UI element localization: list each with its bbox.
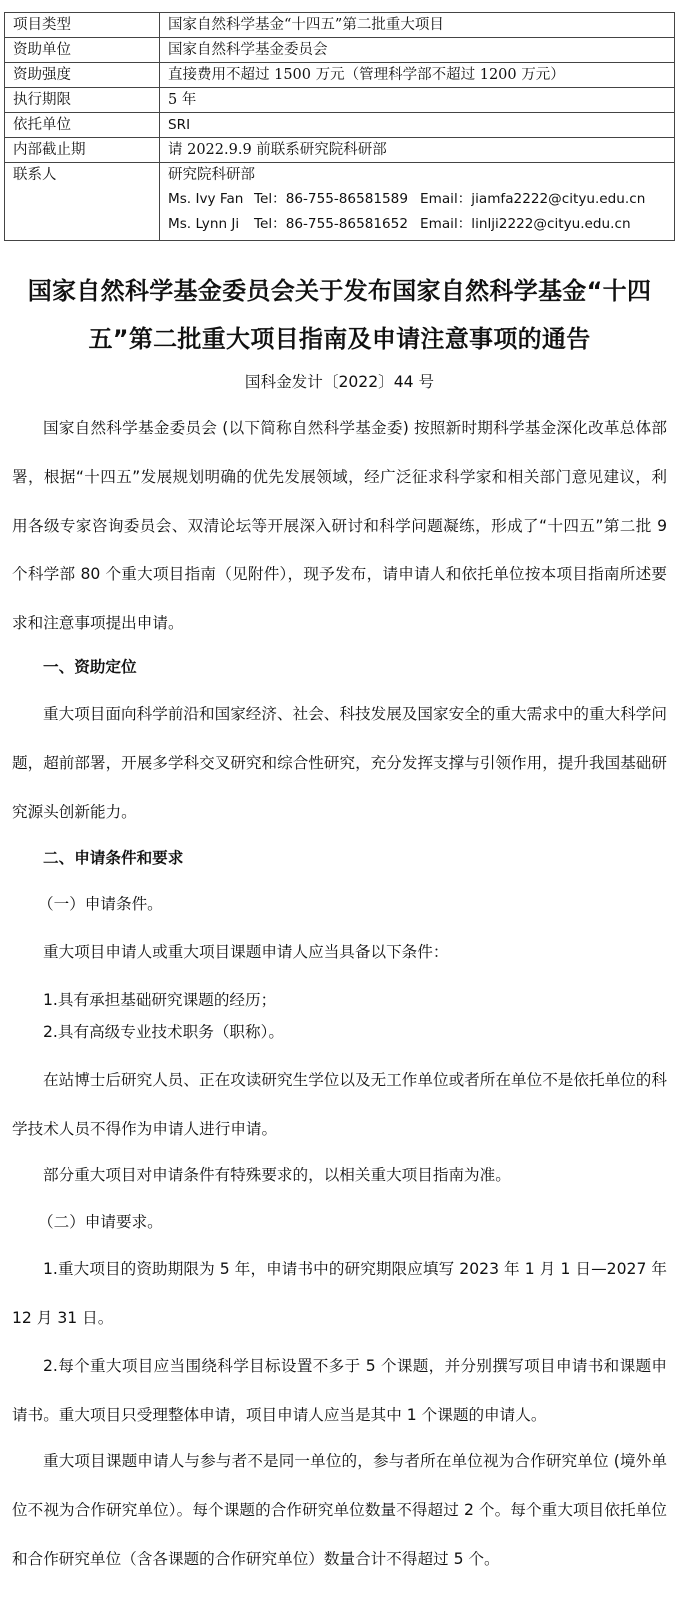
section-paragraph: 1.重大项目的资助期限为 5 年，申请书中的研究期限应填写 2023 年 1 月 1 日—2027 年 12 月 31 日。	[12, 1260, 667, 1327]
paragraph-line: 部分重大项目对申请条件有特殊要求的，以相关重大项目指南为准。	[43, 1166, 511, 1184]
contact-person	[168, 187, 666, 212]
row-value: 国家自然科学基金委员会	[160, 38, 675, 63]
intro-paragraph: 国家自然科学基金委员会 (以下简称自然科学基金委) 按照新时期科学基金深化改革总体部署，根据“十四五”发展规划明确的优先发展领域，经广泛征求科学家和相关部门意见建议，利用各级专家咨询委员会、双清论坛等开展深入研讨和科学问题凝练，形成了“十四五”第二批 9 个科学部 80 个重大项目指南（见附件），现予发布，请申请人和依托单位按本项目指南所述要求和注意事项提出申请。	[12, 419, 667, 633]
contact-phone: Tel：86-755-86581652	[254, 216, 408, 232]
document-number: 国科金发计〔2022〕44 号	[244, 373, 435, 391]
section-paragraph: 重大项目面向科学前沿和国家经济、社会、科技发展及国家安全的重大需求中的重大科学问题，超前部署，开展多学科交叉研究和综合性研究，充分发挥支撑与引领作用，提升我国基础研究源头创新能力。	[12, 705, 667, 821]
contact-name: Ms. Lynn Ji	[168, 216, 240, 232]
contact-email[interactable]: Email：jiamfa2222@cityu.edu.cn	[420, 191, 646, 207]
list-item: 1.具有承担基础研究课题的经历；	[43, 991, 277, 1009]
row-label: 内部截止期	[5, 138, 160, 163]
row-value: 直接费用不超过 1500 万元（管理科学部不超过 1200 万元）	[160, 63, 675, 88]
row-value: SRI	[160, 113, 675, 138]
contact-office: 研究院科研部	[168, 167, 255, 183]
paragraph-line: 重大项目申请人或重大项目课题申请人应当具备以下条件：	[43, 943, 449, 961]
row-label: 资助强度	[5, 63, 160, 88]
contact-row	[5, 163, 675, 241]
row-label: 执行期限	[5, 88, 160, 113]
section-paragraph: 重大项目课题申请人与参与者不是同一单位的，参与者所在单位视为合作研究单位 (境外单位不视为合作研究单位）。每个课题的合作研究单位数量不得超过 2 个。每个重大项目依托单位和合作研究单位（含各课题的合作研究单位）数量合计不得超过 5 个。	[12, 1452, 667, 1568]
table-row	[5, 88, 675, 113]
notice-title-line-1: 国家自然科学基金委员会关于发布国家自然科学基金“十四	[27, 277, 652, 305]
contact-email[interactable]: Email：linlji2222@cityu.edu.cn	[420, 216, 631, 232]
table-row	[5, 38, 675, 63]
row-label: 项目类型	[5, 13, 160, 38]
contact-person	[168, 212, 666, 237]
list-item: 2.具有高级专业技术职务（职称）。	[43, 1023, 284, 1041]
section-heading: 二、申请条件和要求	[43, 849, 184, 867]
contact-phone: Tel：86-755-86581589	[254, 191, 408, 207]
contact-cell	[160, 163, 675, 241]
section-heading: 一、资助定位	[43, 658, 137, 676]
notice-title-line-2: 五”第二批重大项目指南及申请注意事项的通告	[88, 325, 591, 353]
subsection-heading: （一）申请条件。	[38, 895, 163, 913]
row-label: 资助单位	[5, 38, 160, 63]
row-value: 请 2022.9.9 前联系研究院科研部	[160, 138, 675, 163]
subsection-heading: （二）申请要求。	[38, 1213, 163, 1231]
section-paragraph: 在站博士后研究人员、正在攻读研究生学位以及无工作单位或者所在单位不是依托单位的科学技术人员不得作为申请人进行申请。	[12, 1071, 667, 1138]
table-row	[5, 13, 675, 38]
table-row	[5, 63, 675, 88]
row-label: 依托单位	[5, 113, 160, 138]
contact-label: 联系人	[5, 163, 160, 241]
section-paragraph: 2.每个重大项目应当围绕科学目标设置不多于 5 个课题，并分别撰写项目申请书和课题申请书。重大项目只受理整体申请，项目申请人应当是其中 1 个课题的申请人。	[12, 1357, 667, 1424]
row-value: 国家自然科学基金“十四五”第二批重大项目	[160, 13, 675, 38]
contact-name: Ms. Ivy Fan	[168, 191, 244, 207]
project-info-table	[4, 12, 675, 241]
table-row	[5, 113, 675, 138]
row-value: 5 年	[160, 88, 675, 113]
table-row	[5, 138, 675, 163]
